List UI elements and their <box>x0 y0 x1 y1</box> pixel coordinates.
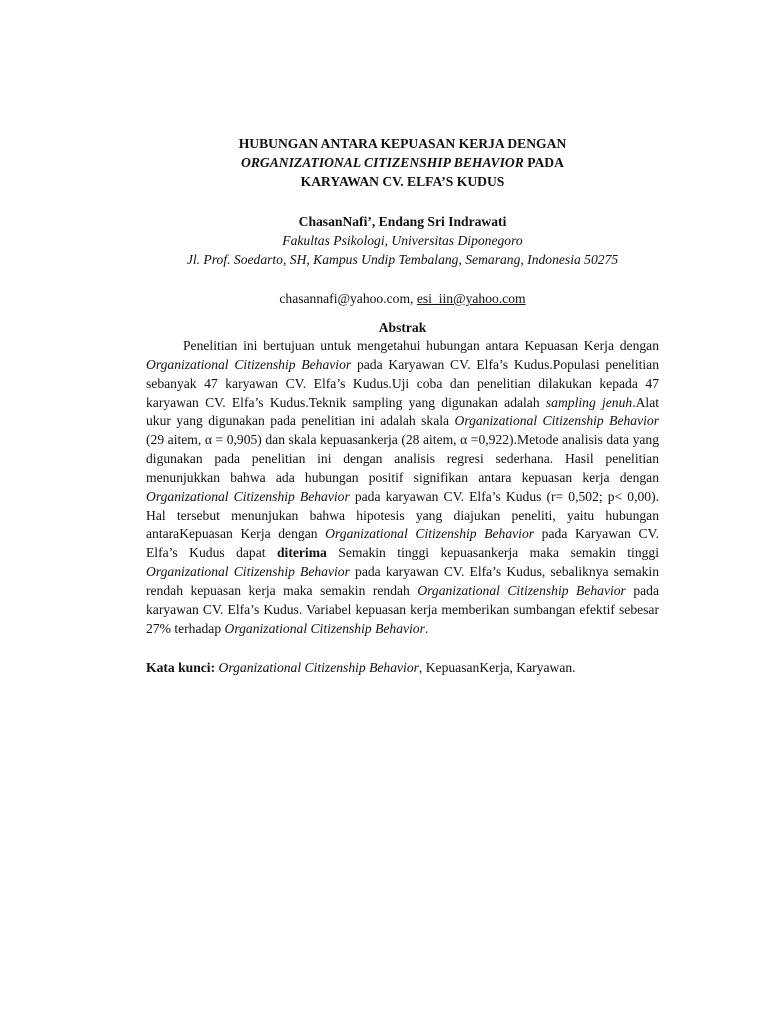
title-line-1: HUBUNGAN ANTARA KEPUASAN KERJA DENGAN <box>238 136 567 151</box>
paper-title <box>146 134 659 191</box>
title-line-2 <box>146 153 659 172</box>
abstract-segment: (29 aitem, α = 0,905) dan skala kepuasankerja (28 aitem, α =0,922).Metode analisis data yang digunakan pada penelitian ini dengan analisis regresi sederhana. Hasil penelitian menunjukkan bahwa ada hubungan positif signifikan antara kepuasan kerja dengan <box>146 432 659 485</box>
abstract-segment: pada karyawan CV. Elfa’s Kudus. Variabel kepuasan kerja memberikan sumbangan efektif sebesar 27% terhadap <box>146 582 659 636</box>
abstract-segment: pada Karyawan CV. Elfa’s Kudus dapat <box>146 526 660 561</box>
abstract-segment: Semakin tinggi kepuasankerja maka semakin tinggi <box>326 545 659 561</box>
affiliation: Fakultas Psikologi, Universitas Diponegoro <box>282 233 523 248</box>
abstract-segment: pada karyawan CV. Elfa’s Kudus, sebaliknya semakin rendah kepuasan kerja maka semakin rendah <box>146 564 659 598</box>
abstract-heading: Abstrak <box>378 320 427 335</box>
address: Jl. Prof. Soedarto, SH, Kampus Undip Tembalang, Semarang, Indonesia 50275 <box>186 252 619 267</box>
abstract-segment: Organizational Citizenship Behavior <box>454 413 660 429</box>
abstract-segment: Organizational Citizenship Behavior <box>325 526 535 542</box>
abstract-segment: pada karyawan CV. Elfa’s Kudus (r= 0,502; p< 0,00). Hal tersebut menunjukan bahwa hipotesis yang diajukan peneliti, yaitu hubungan antaraKepuasan Kerja dengan <box>146 488 660 542</box>
email-link[interactable]: esi_iin@yahoo.com <box>416 291 526 306</box>
title-line-2-rest: PADA <box>523 155 564 170</box>
abstract-segment: Organizational Citizenship Behavior <box>146 564 350 580</box>
abstract-segment: Organizational Citizenship Behavior <box>224 620 425 636</box>
abstract-segment: diterima <box>276 545 327 561</box>
title-italic-term: ORGANIZATIONAL CITIZENSHIP BEHAVIOR <box>241 155 524 170</box>
abstract-segment: sampling jenuh <box>545 394 633 410</box>
abstract-segment: Organizational Citizenship Behavior <box>146 488 350 504</box>
keywords-rest: , KepuasanKerja, Karyawan. <box>418 659 576 675</box>
abstract-body <box>146 337 659 639</box>
keywords <box>146 658 659 677</box>
abstract-segment: Organizational Citizenship Behavior <box>146 356 352 372</box>
email-first: chasannafi@yahoo.com, <box>279 291 417 306</box>
abstract-segment: .Alat ukur yang digunakan pada penelitian ini adalah skala <box>146 394 660 429</box>
email-line <box>146 289 659 308</box>
author-list: ChasanNafi’, Endang Sri Indrawati <box>298 214 507 229</box>
abstract-segment: . <box>424 620 429 636</box>
abstract-segment: Organizational Citizenship Behavior <box>417 582 626 598</box>
keywords-italic: Organizational Citizenship Behavior <box>218 659 419 675</box>
abstract-segment: pada Karyawan CV. Elfa’s Kudus.Populasi penelitian sebanyak 47 karyawan CV. Elfa’s Kudus.Uji coba dan penelitian dilakukan kepada 47 karyawan CV. Elfa’s Kudus.Teknik sampling yang digunakan adalah <box>146 356 659 410</box>
keywords-label: Kata kunci: <box>146 659 216 675</box>
abstract-segment: Penelitian ini bertujuan untuk mengetahui hubungan antara Kepuasan Kerja dengan <box>183 338 659 353</box>
paper-page <box>146 134 659 677</box>
title-line-3: KARYAWAN CV. ELFA’S KUDUS <box>300 174 505 189</box>
